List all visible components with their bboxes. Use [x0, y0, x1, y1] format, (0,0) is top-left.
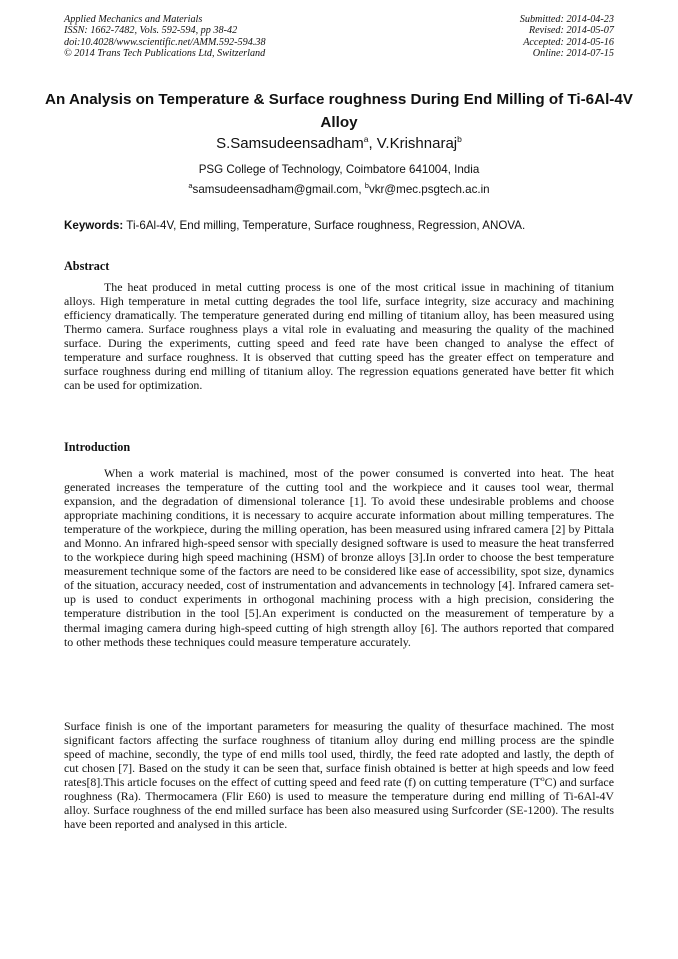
author-1: S.Samsudeensadham — [216, 135, 364, 152]
online-date: Online: 2014-07-15 — [532, 48, 614, 60]
author-1-affil-mark: a — [363, 134, 369, 144]
introduction-paragraph-1: When a work material is machined, most of the power consumed is converted into heat. The heat generated increases the temperature of the cutting tool and the workpiece and it causes tool wear, thermal expansion, and the degradation of dimensional tolerance [1]. To avoid these undesirable problems and choose appropriate machining conditions, it is necessary to acquire accurate information about milling temperatures. The temperature of the workpiece, during the milling operation, has been measured using infrared camera [2] by Pittala and Monno. An infrared high-speed sensor with specially designed software is used to measure the heat transferred to the workpiece during high speed machining (HSM) of bronze alloys [3].In order to choose the best temperature measurement technique some of the factors are need to be considered like ease of accessibility, spot size, dynamics of the situation, accuracy needed, cost of instrumentation and advancements in technology [4]. Infrared camera set-up is used to conduct experiments in orthogonal machining process with a high precision, considering the temperature distribution in the tool [5].An experiment is conducted on the measurement of temperature by a thermal imaging camera during high-speed cutting of high strength alloy [6]. The authors reported that compared to other methods these techniques could measure temperature accurately. — [64, 466, 614, 649]
email-b-mark: b — [364, 181, 369, 191]
author-2: V.Krishnaraj — [376, 135, 458, 152]
journal-doi[interactable]: doi:10.4028/www.scientific.net/AMM.592-594.38 — [64, 36, 266, 48]
abstract-text: The heat produced in metal cutting process is one of the most critical issue in machining of titanium alloys. High temperature in metal cutting degrades the tool life, surface integrity, size accuracy and machining efficiency dramatically. The temperature generated during end milling of titanium alloy, has been measured using Thermo camera. Surface roughness plays a vital role in evaluating and measuring the quality of the machined surface. During the experiments, cutting speed and feed rate have been changed to analyse the effect of temperature and surface roughness. It is observed that cutting speed has the greater effect on temperature and surface roughness during end milling of titanium alloy. The regression equations generated have better fit which can be used for optimization. — [64, 280, 614, 393]
author-separator: , — [368, 135, 377, 152]
degree-superscript: o — [540, 774, 545, 784]
keywords-label: Keywords: — [64, 219, 124, 232]
paragraph-2-part-2: C) and surface roughness (Ra). Thermocamera (Flir E60) is used to measure the temperature during end milling of Ti-6Al-4V alloy. Surface roughness of the end milled surface has been also measured using Surfcorder (SE-1200). The results have been reported and analysed in this article. — [64, 775, 614, 832]
paper-title: An Analysis on Temperature & Surface roughness During End Milling of Ti-6Al-4V Alloy — [45, 91, 633, 131]
affiliation: PSG College of Technology, Coimbatore 641004, India — [198, 163, 480, 176]
author-2-affil-mark: b — [457, 134, 462, 144]
revised-date: Revised: 2014-05-07 — [528, 25, 614, 37]
journal-copyright: © 2014 Trans Tech Publications Ltd, Switzerland — [64, 48, 266, 60]
author-line — [0, 135, 678, 153]
keywords-text: Ti-6Al-4V, End milling, Temperature, Surface roughness, Regression, ANOVA. — [123, 219, 526, 232]
abstract-heading: Abstract — [64, 259, 110, 273]
email-a[interactable]: samsudeensadham@gmail.com, — [192, 183, 365, 196]
introduction-paragraph-2 — [64, 719, 614, 831]
accepted-date: Accepted: 2014-05-16 — [523, 36, 614, 48]
introduction-heading: Introduction — [64, 440, 131, 454]
submitted-date: Submitted: 2014-04-23 — [519, 14, 614, 25]
email-a-mark: a — [188, 181, 193, 191]
submission-dates — [520, 14, 614, 60]
journal-issn: ISSN: 1662-7482, Vols. 592-594, pp 38-42 — [64, 25, 238, 37]
keywords — [64, 219, 616, 233]
journal-info — [64, 14, 266, 60]
journal-name: Applied Mechanics and Materials — [64, 14, 203, 25]
email-line — [0, 183, 678, 197]
email-b[interactable]: vkr@mec.psgtech.ac.in — [368, 183, 490, 196]
paragraph-2-part-1: Surface finish is one of the important parameters for measuring the quality of thesurface machined. The most significant factors affecting the surface roughness of titanium alloy during end milling process are the spindle speed of machine, secondly, the type of end mills tool used, thirdly, the feed rate adopted and lastly, the depth of cut chosen [7]. Based on the study it can be seen that, surface finish obtained is better at high speeds and low feed rates[8].This article focuses on the effect of cutting speed and feed rate (f) on cutting temperature (T — [64, 719, 614, 790]
